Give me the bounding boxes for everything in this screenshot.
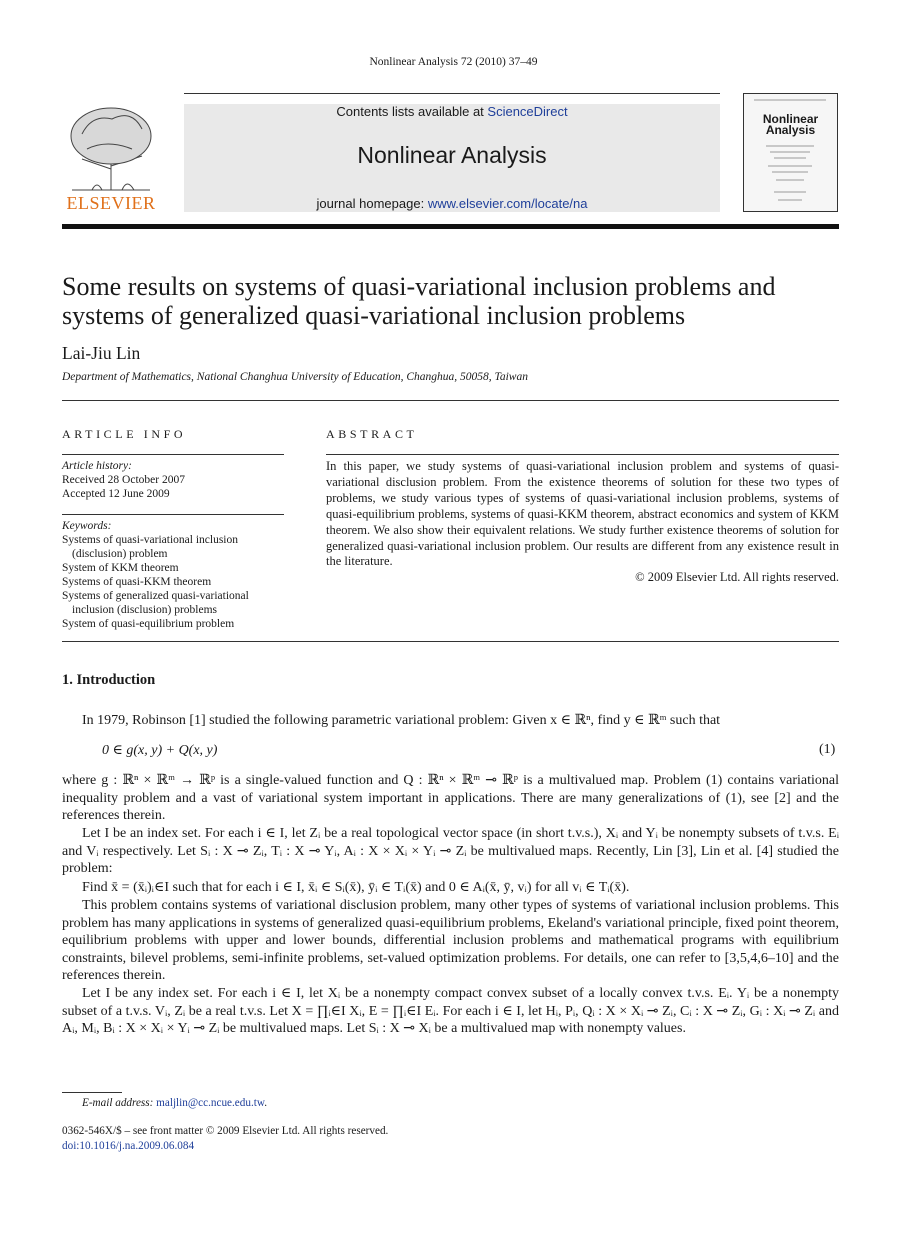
keyword: System of KKM theorem [62, 562, 179, 574]
keywords-label: Keywords: [62, 520, 112, 532]
equation-number: (1) [819, 742, 836, 757]
keywords-block [62, 519, 284, 631]
contents-line: Contents lists available at ScienceDirect [336, 104, 568, 119]
journal-title: Nonlinear Analysis [357, 142, 547, 168]
title-divider [62, 400, 839, 401]
abstract-heading: ABSTRACT [326, 427, 418, 441]
journal-cover[interactable] [743, 93, 838, 212]
elsevier-logo[interactable] [62, 104, 160, 214]
keyword: Systems of quasi-KKM theorem [62, 576, 212, 588]
keyword: inclusion (disclusion) problems [72, 604, 218, 616]
email-link[interactable]: maljlin@cc.ncue.edu.tw [156, 1097, 265, 1109]
history-label: Article history: [62, 460, 132, 472]
journal-masthead [184, 104, 720, 212]
masthead-top-rule [184, 93, 720, 94]
accepted-date: Accepted 12 June 2009 [62, 488, 170, 500]
paragraph-6: Let I be any index set. For each i ∈ I, let Xᵢ be a nonempty compact convex subset of a locally convex t.v.s. Eᵢ. Yᵢ be a nonempty subset of a t.v.s. Vᵢ, Zᵢ be a real t.v.s. Let X = ∏ᵢ∈I Xᵢ, E = ∏ᵢ∈I Eᵢ. For each i ∈ I, let Hᵢ, Pᵢ, Qᵢ : X × Xᵢ ⊸ Zᵢ, Cᵢ : X ⊸ Zᵢ, Gᵢ : Xᵢ ⊸ Zᵢ and Aᵢ, Mᵢ, Bᵢ : X × Xᵢ × Yᵢ ⊸ Zᵢ be multivalued maps. Let Sᵢ : X ⊸ Xᵢ be a multivalued map with nonempty values. [62, 986, 839, 1037]
cover-title: Nonlinear Analysis [762, 112, 819, 137]
paragraph-4: Find x̄ = (x̄ᵢ)ᵢ∈I such that for each i ∈ I, x̄ᵢ ∈ Sᵢ(x̄), ȳᵢ ∈ Tᵢ(x̄) and 0 ∈ Aᵢ(x̄, ȳ, vᵢ) for all vᵢ ∈ Tᵢ(x̄). [82, 880, 630, 895]
received-date: Received 28 October 2007 [62, 474, 185, 486]
homepage-line: journal homepage: www.elsevier.com/locate/na [316, 196, 588, 211]
keywords-rule [62, 514, 284, 515]
paragraph-3: Let I be an index set. For each i ∈ I, let Zᵢ be a real topological vector space (in short t.v.s.), Xᵢ and Yᵢ be nonempty subsets of t.v.s. Eᵢ and Vᵢ respectively. Let Sᵢ : X ⊸ Zᵢ, Tᵢ : X ⊸ Yᵢ, Aᵢ : X × Xᵢ × Yᵢ ⊸ Zᵢ be multivalued maps. Recently, Lin [3], Lin et al. [4] studied the problem: [62, 826, 839, 877]
keyword: Systems of generalized quasi-variational [62, 590, 249, 602]
email-footnote: E-mail address: maljlin@cc.ncue.edu.tw. [82, 1097, 268, 1109]
journal-reference: Nonlinear Analysis 72 (2010) 37–49 [369, 56, 538, 68]
abstract-rule [326, 454, 839, 455]
author-name: Lai-Jiu Lin [62, 343, 141, 363]
paragraph-1: In 1979, Robinson [1] studied the following parametric variational problem: Given x ∈ ℝⁿ, find y ∈ ℝᵐ such that [82, 713, 721, 728]
abstract-text: In this paper, we study systems of quasi-variational inclusion problem and systems of quasi-variational disclusion problem. From the existence theorems of solution for these two types of problems, we study various types of systems of quasi-variational inclusion problems, systems of quasi-equilibrium problems, systems of quasi-KKM theorem, abstract economics and system of KKM theorem. We also show their equivalent relations. We study further existence theorems of solution for generalized quasi-variational inclusion problem. Our results are different from any existence result in the literature. [326, 459, 839, 569]
article-info-heading: ARTICLE INFO [62, 427, 187, 441]
elsevier-wordmark: ELSEVIER [66, 193, 156, 213]
footnote-rule [62, 1092, 122, 1093]
article-info-rule [62, 454, 284, 455]
paragraph-2: where g : ℝⁿ × ℝᵐ → ℝᵖ is a single-valued function and Q : ℝⁿ × ℝᵐ ⊸ ℝᵖ is a multivalued map. Problem (1) contains variational inequality problem and a vast of variational system important in applications. There are many generalizations of (1), see [2] and the references therein. [62, 773, 839, 824]
abstract-copyright: © 2009 Elsevier Ltd. All rights reserved. [635, 570, 839, 585]
sciencedirect-link[interactable]: ScienceDirect [487, 104, 568, 119]
paragraph-5: This problem contains systems of variational disclusion problem, many other types of systems of variational inclusion problems. This problem has many applications in systems of generalized quasi-equilibrium problems, Ekeland's variational principle, fixed point theorem, equilibrium problems with upper and lower bounds, differential inclusion problems and mathematical programs with equilibrium constraints, bilevel problems, semi-infinite problems, set-valued optimization problems. For details, one can refer to [3,5,4,6–10] and the references therein. [62, 898, 839, 984]
keyword: Systems of quasi-variational inclusion [62, 534, 238, 546]
article-history [62, 459, 284, 501]
keyword: (disclusion) problem [72, 548, 168, 560]
tree-icon [62, 104, 160, 192]
section-heading: 1. Introduction [62, 672, 156, 688]
equation-1: 0 ∈ g(x, y) + Q(x, y) [102, 743, 218, 758]
author-affiliation: Department of Mathematics, National Changhua University of Education, Changhua, 50058, Taiwan [62, 371, 528, 383]
header-rule [62, 224, 839, 229]
cover-decoration [744, 94, 837, 211]
abstract-body [326, 459, 839, 586]
abstract-divider [62, 641, 839, 642]
keyword: System of quasi-equilibrium problem [62, 618, 235, 630]
article-title: Some results on systems of quasi-variational inclusion problems and systems of generalized quasi-variational inclusion problems [62, 272, 776, 330]
homepage-link[interactable]: www.elsevier.com/locate/na [427, 196, 588, 211]
doi-link[interactable]: doi:10.1016/j.na.2009.06.084 [62, 1140, 195, 1152]
front-matter: 0362-546X/$ – see front matter © 2009 Elsevier Ltd. All rights reserved. [62, 1125, 389, 1137]
